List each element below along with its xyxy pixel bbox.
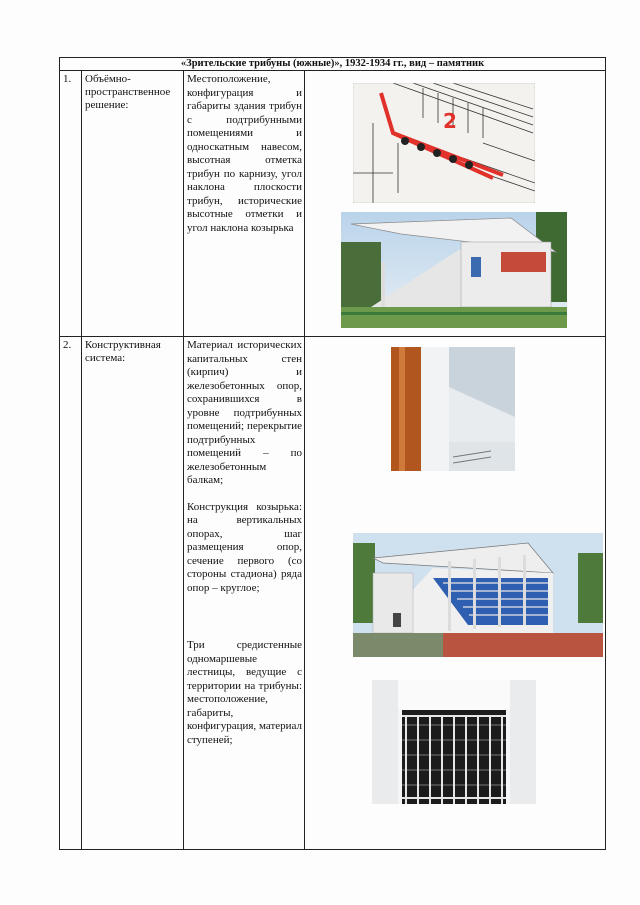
row-description — [184, 71, 305, 337]
row-label: Объёмно-пространственное решение: — [82, 71, 184, 337]
monument-features-table — [59, 57, 606, 850]
description-paragraph: Три средистенные одномаршевые лестницы, ведущие с территории на трибуны: местоположение, габариты, конфигурация, материал ступеней; — [187, 639, 302, 746]
table-row — [60, 337, 606, 850]
column-interior-photo — [391, 347, 515, 471]
svg-text:2: 2 — [443, 109, 457, 133]
table-title: «Зрительские трибуны (южные)», 1932-1934 гг., вид – памятник — [60, 58, 606, 71]
staircase-gate-photo — [372, 680, 536, 804]
site-plan-drawing — [353, 83, 535, 203]
canopy-stand-photo — [353, 533, 603, 657]
description-paragraph: Местоположение, конфигурация и габариты здания трибун с подтрибунными помещениями и односкатным навесом, высотная отметка трибун по карнизу, угол наклона плоскости трибун, исторические высотные отметки и угол наклона козырька — [187, 73, 302, 234]
stand-exterior-photo — [341, 212, 567, 328]
description-paragraph: Конструкция козырька: на вертикальных опорах, шаг размещения опор, сечение первого (со стороны стадиона) ряда опор – круглое; — [187, 500, 302, 594]
table-row — [60, 71, 606, 337]
row-label: Конструктивная система: — [82, 337, 184, 850]
row-number: 2. — [60, 337, 82, 850]
row-number: 1. — [60, 71, 82, 337]
photo-cell — [305, 71, 606, 337]
description-paragraph: Материал исторических капитальных стен (кирпич) и железобетонных опор, сохранившихся в уровне подтрибунных помещений; перекрытие подтрибунных помещений – по железобетонным балкам; — [187, 339, 302, 486]
photo-cell — [305, 337, 606, 850]
row-description — [184, 337, 305, 850]
